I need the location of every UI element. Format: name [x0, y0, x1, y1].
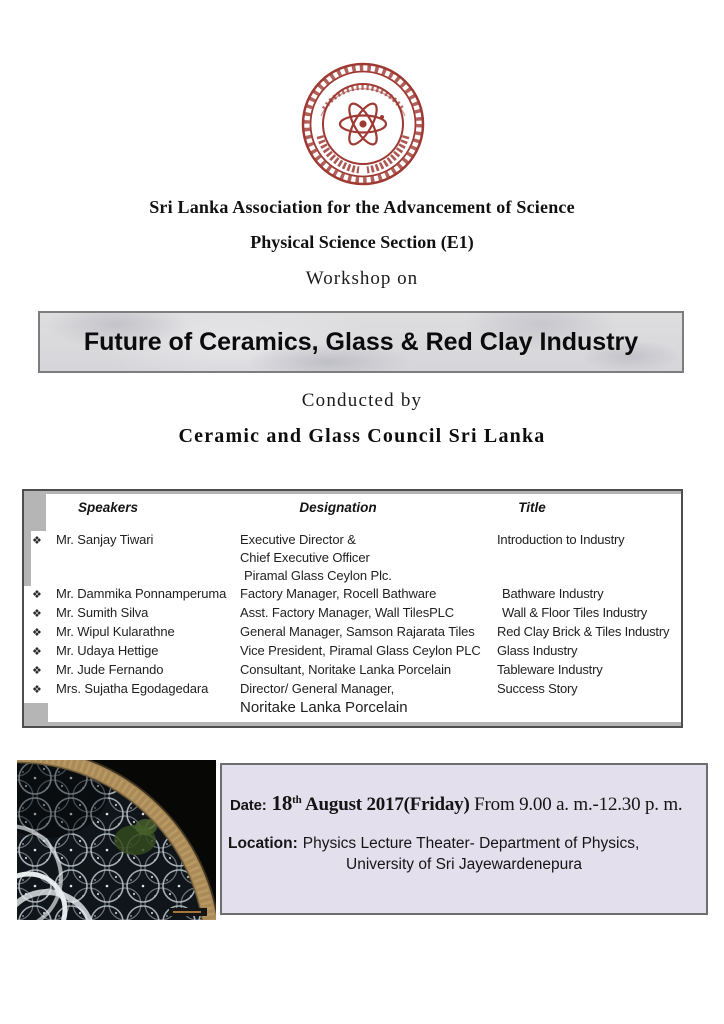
location-line2: University of Sri Jayewardenepura	[346, 856, 583, 873]
talk-title: Tableware Industry	[497, 662, 603, 677]
date-line: Date: 18th August 2017(Friday) From 9.00 a. m.-12.30 p. m.	[230, 791, 683, 815]
bullet-icon: ❖	[32, 665, 42, 677]
workshop-title: Future of Ceramics, Glass & Red Clay Industry	[83, 327, 639, 356]
table-row	[24, 680, 681, 718]
col-header-title: Title	[518, 500, 546, 515]
bullet-icon: ❖	[32, 684, 42, 696]
talk-title: Bathware Industry	[502, 586, 604, 601]
table-row	[24, 585, 681, 604]
speaker-name: Mr. Sanjay Tiwari	[56, 532, 154, 547]
etched-glass-photo	[17, 760, 216, 920]
talk-title: Red Clay Brick & Tiles Industry	[497, 624, 670, 639]
conducted-by-label: Conducted by	[301, 390, 423, 411]
section-title: Physical Science Section (E1)	[250, 232, 474, 252]
talk-title: Wall & Floor Tiles Industry	[502, 605, 648, 620]
col-header-speakers: Speakers	[77, 500, 139, 515]
talk-title: Glass Industry	[497, 643, 578, 658]
col-header-designation: Designation	[299, 500, 377, 515]
location-block	[228, 833, 698, 875]
designation: Executive Director & Chief Executive Officer Piramal Glass Ceylon Plc.	[240, 532, 392, 583]
table-row	[24, 623, 681, 642]
speakers-table	[22, 489, 683, 728]
event-details-box	[220, 763, 708, 915]
bullet-icon: ❖	[32, 608, 42, 620]
designation: Vice President, Piramal Glass Ceylon PLC	[240, 643, 481, 658]
atom-seal-icon	[299, 60, 427, 188]
location-line1: Physics Lecture Theater- Department of Physics,	[302, 835, 640, 852]
table-frame-top	[24, 491, 681, 494]
designation: General Manager, Samson Rajarata Tiles	[240, 624, 475, 639]
bullet-icon: ❖	[32, 646, 42, 658]
atom-seal-logo	[299, 60, 427, 188]
designation: Consultant, Noritake Lanka Porcelain	[240, 662, 452, 677]
table-row	[24, 661, 681, 680]
speaker-name: Mr. Jude Fernando	[56, 662, 164, 677]
location-label: Location:	[228, 835, 298, 852]
table-row	[24, 531, 681, 585]
designation: Asst. Factory Manager, Wall TilesPLC	[240, 605, 455, 620]
talk-title: Success Story	[497, 681, 578, 696]
council-name: Ceramic and Glass Council Sri Lanka	[178, 425, 546, 447]
bullet-icon: ❖	[32, 627, 42, 639]
designation: Factory Manager, Rocell Bathware	[240, 586, 437, 601]
table-body	[24, 531, 681, 718]
workshop-title-banner	[38, 311, 684, 373]
workshop-on-label: Workshop on	[305, 268, 419, 289]
etched-glass-arch-image	[17, 760, 216, 920]
speaker-name: Mr. Dammika Ponnamperuma	[56, 586, 227, 601]
bullet-icon: ❖	[32, 535, 42, 547]
organization-title: Sri Lanka Association for the Advancement of Science	[149, 197, 575, 217]
table-row	[24, 642, 681, 661]
speaker-name: Mr. Wipul Kularathne	[56, 624, 175, 639]
date-label: Date:	[230, 797, 267, 814]
table-row	[24, 604, 681, 623]
designation: Director/ General Manager, Noritake Lanka Porcelain	[240, 681, 408, 716]
table-frame-bottom	[24, 722, 681, 726]
bullet-icon: ❖	[32, 589, 42, 601]
time-range: From 9.00 a. m.-12.30 p. m.	[469, 794, 683, 815]
speaker-name: Mr. Udaya Hettige	[56, 643, 159, 658]
talk-title: Introduction to Industry	[497, 532, 625, 547]
speaker-name: Mrs. Sujatha Egodagedara	[56, 681, 209, 696]
speaker-name: Mr. Sumith Silva	[56, 605, 149, 620]
